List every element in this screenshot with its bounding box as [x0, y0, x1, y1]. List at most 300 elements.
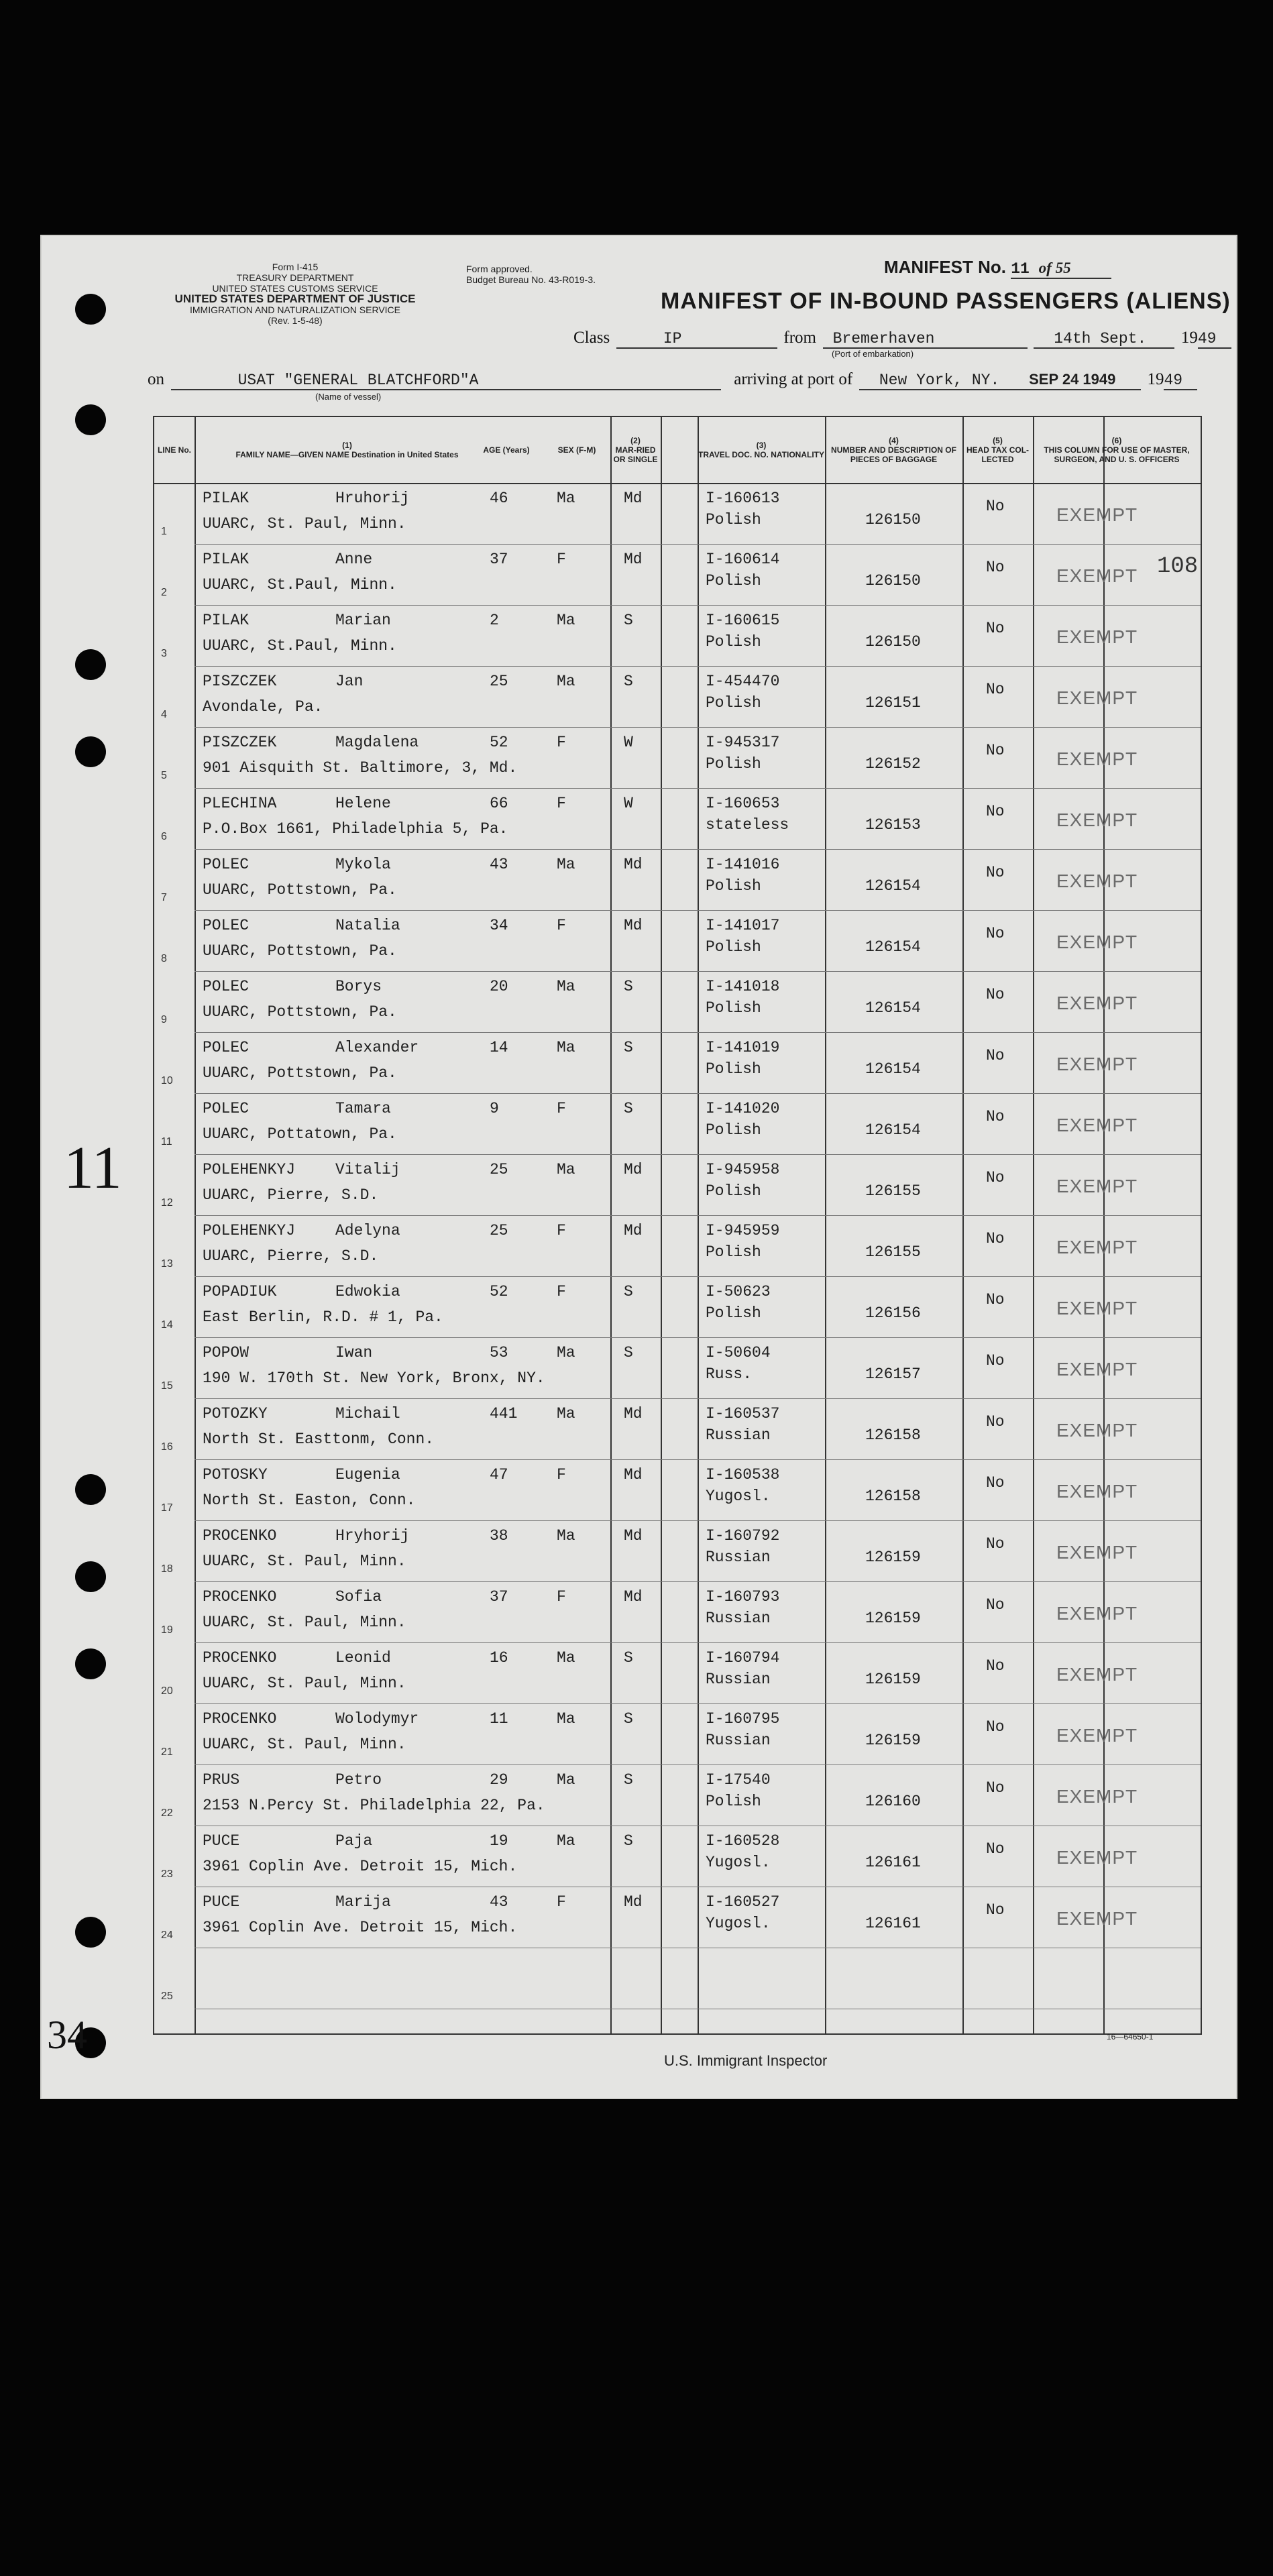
cell-given: Petro [335, 1771, 382, 1789]
col-head-tax-num: (5) [993, 436, 1003, 445]
cell-sex: Ma [557, 978, 575, 995]
cell-dest: UUARC, Pierre, S.D. [203, 1247, 379, 1265]
cell-given: Leonid [335, 1649, 391, 1667]
cell-dest: UUARC, St. Paul, Minn. [203, 515, 406, 533]
cell-doc: I-160537 [706, 1405, 780, 1422]
cell-sex: F [557, 1283, 566, 1300]
cell-sex: Ma [557, 1771, 575, 1789]
cell-doc: I-160795 [706, 1710, 780, 1728]
col-name-label: FAMILY NAME—GIVEN NAME Destination in United States [235, 450, 459, 459]
cell-nat: Polish [706, 755, 761, 773]
cell-age: 52 [490, 734, 508, 751]
cell-dest: UUARC, St. Paul, Minn. [203, 1553, 406, 1570]
cell-ms: Md [624, 490, 643, 507]
cell-ms: S [624, 1283, 633, 1300]
cell-doc: I-160527 [706, 1893, 780, 1911]
cell-nat: Polish [706, 633, 761, 651]
line-number: 25 [161, 1991, 173, 2002]
cell-tax: No [986, 620, 1005, 637]
cell-doc: I-160653 [706, 795, 780, 812]
line-number: 21 [161, 1746, 173, 1758]
cell-tax: No [986, 925, 1005, 942]
table-row [154, 1888, 1201, 1948]
cell-dest: UUARC, Pottstown, Pa. [203, 1003, 397, 1021]
cell-age: 14 [490, 1039, 508, 1056]
cell-bag: 126154 [865, 877, 921, 895]
cell-nat: Russian [706, 1671, 771, 1688]
cell-bag: 126156 [865, 1304, 921, 1322]
cell-age: 9 [490, 1100, 499, 1117]
cell-family: POTOSKY [203, 1466, 268, 1483]
cell-doc: I-160614 [706, 551, 780, 568]
cell-dest: UUARC, Pottstown, Pa. [203, 1064, 397, 1082]
cell-note: EXEMPT [1056, 1237, 1138, 1257]
punch-hole [75, 1917, 106, 1948]
cell-nat: Polish [706, 1121, 761, 1139]
cell-bag: 126159 [865, 1610, 921, 1627]
cell-dest: Avondale, Pa. [203, 698, 323, 716]
manifest-label: MANIFEST No. [884, 257, 1006, 277]
cell-dest: UUARC, St.Paul, Minn. [203, 576, 397, 594]
cell-note: EXEMPT [1056, 1603, 1138, 1624]
col-name-num: (1) [342, 441, 352, 450]
col-line-no: LINE No. [158, 445, 191, 455]
cell-given: Marian [335, 612, 391, 629]
cell-given: Natalia [335, 917, 400, 934]
cell-tax: No [986, 1230, 1005, 1247]
cell-age: 11 [490, 1710, 508, 1728]
punch-hole [75, 404, 106, 435]
cell-tax: No [986, 1840, 1005, 1858]
cell-note: EXEMPT [1056, 871, 1138, 891]
cell-bag: 126161 [865, 1854, 921, 1871]
cell-sex: F [557, 551, 566, 568]
class-line [573, 329, 1231, 349]
cell-ms: Md [624, 1893, 643, 1911]
departure-date: 14th Sept. [1034, 330, 1174, 349]
cell-sex: Ma [557, 1710, 575, 1728]
ins-label: IMMIGRATION AND NATURALIZATION SERVICE [190, 304, 400, 315]
cell-ms: S [624, 1649, 633, 1667]
cell-family: PROCENKO [203, 1527, 277, 1545]
line-number: 4 [161, 709, 167, 720]
line-number: 6 [161, 831, 167, 842]
cell-given: Iwan [335, 1344, 373, 1361]
budget-bureau-label: Budget Bureau No. 43-R019-3. [466, 274, 596, 285]
table-row [154, 1644, 1201, 1704]
cell-family: POPOW [203, 1344, 250, 1361]
cell-family: PROCENKO [203, 1649, 277, 1667]
cell-note: EXEMPT [1056, 932, 1138, 952]
cell-family: PLECHINA [203, 795, 277, 812]
col-name [195, 417, 500, 483]
cell-age: 20 [490, 978, 508, 995]
line-number: 14 [161, 1319, 173, 1331]
cell-given: Borys [335, 978, 382, 995]
cell-tax: No [986, 1047, 1005, 1064]
cell-bag: 126159 [865, 1732, 921, 1749]
cell-tax: No [986, 986, 1005, 1003]
table-row [154, 728, 1201, 789]
cell-family: POLEC [203, 1100, 250, 1117]
cell-tax: No [986, 742, 1005, 759]
col-married [610, 417, 661, 483]
cell-sex: F [557, 1100, 566, 1117]
arrival-port: New York, NY. [879, 372, 1000, 389]
cell-family: POPADIUK [203, 1283, 277, 1300]
table-row [154, 1705, 1201, 1765]
cell-nat: Polish [706, 1304, 761, 1322]
cell-tax: No [986, 803, 1005, 820]
cell-sex: Ma [557, 856, 575, 873]
manifest-handwritten: of 55 [1038, 260, 1071, 276]
col-married-num: (2) [630, 436, 641, 445]
cell-bag: 126154 [865, 938, 921, 956]
col-travel-doc-num: (3) [756, 441, 767, 450]
punch-hole [75, 294, 106, 325]
cell-age: 43 [490, 856, 508, 873]
cell-ms: S [624, 1100, 633, 1117]
cell-family: PUCE [203, 1893, 240, 1911]
table-row [154, 484, 1201, 545]
cell-given: Marija [335, 1893, 391, 1911]
cell-sex: Ma [557, 1039, 575, 1056]
cell-age: 47 [490, 1466, 508, 1483]
cell-nat: Yugosl. [706, 1915, 771, 1932]
line-number: 17 [161, 1502, 173, 1514]
cell-bag: 126159 [865, 1671, 921, 1688]
col-head-tax [962, 417, 1033, 483]
year-prefix: 19 [1180, 329, 1198, 347]
cell-sex: F [557, 917, 566, 934]
line-number: 10 [161, 1075, 173, 1086]
cell-nat: Russian [706, 1610, 771, 1627]
line-number: 18 [161, 1563, 173, 1575]
col-married-label: MAR-RIED OR SINGLE [613, 445, 658, 464]
cell-dest: UUARC, Pottstown, Pa. [203, 942, 397, 960]
cell-nat: Polish [706, 1793, 761, 1810]
cell-given: Anne [335, 551, 373, 568]
line-number: 19 [161, 1624, 173, 1636]
cell-doc: I-160528 [706, 1832, 780, 1850]
cell-note: EXEMPT [1056, 687, 1138, 708]
cell-given: Helene [335, 795, 391, 812]
cell-note: EXEMPT [1056, 1298, 1138, 1319]
line-number: 13 [161, 1258, 173, 1270]
cell-age: 34 [490, 917, 508, 934]
table-row [154, 1766, 1201, 1826]
cell-ms: Md [624, 1527, 643, 1545]
cell-age: 37 [490, 1588, 508, 1606]
cell-nat: Polish [706, 877, 761, 895]
cell-dest: UUARC, St. Paul, Minn. [203, 1675, 406, 1692]
cell-family: PUCE [203, 1832, 240, 1850]
vessel-name: USAT "GENERAL BLATCHFORD"A [171, 372, 721, 390]
table-row [154, 667, 1201, 728]
cell-tax: No [986, 1535, 1005, 1553]
table-row [154, 545, 1201, 606]
cell-tax: No [986, 864, 1005, 881]
cell-family: PISZCZEK [203, 673, 277, 690]
cell-note: EXEMPT [1056, 1176, 1138, 1196]
cell-family: PILAK [203, 551, 250, 568]
cell-given: Eugenia [335, 1466, 400, 1483]
cell-family: POLEC [203, 856, 250, 873]
line-number: 8 [161, 953, 167, 964]
cell-bag: 126150 [865, 511, 921, 528]
margin-handwritten-11: 11 [64, 1135, 122, 1201]
cell-nat: Polish [706, 1060, 761, 1078]
col-head-tax-label: HEAD TAX COL-LECTED [966, 445, 1030, 464]
cell-nat: Polish [706, 1243, 761, 1261]
cell-note: EXEMPT [1056, 748, 1138, 769]
cell-bag: 126161 [865, 1915, 921, 1932]
table-row [154, 1949, 1201, 2009]
cell-bag: 126152 [865, 755, 921, 773]
cell-bag: 126157 [865, 1365, 921, 1383]
vessel-line [148, 370, 1197, 390]
cell-ms: S [624, 612, 633, 629]
cell-bag: 126159 [865, 1549, 921, 1566]
margin-handwritten-34: 34 [47, 2013, 87, 2057]
cell-bag: 126153 [865, 816, 921, 834]
cell-doc: I-160794 [706, 1649, 780, 1667]
cell-dest: East Berlin, R.D. # 1, Pa. [203, 1308, 443, 1326]
table-row [154, 1522, 1201, 1582]
on-label: on [148, 370, 164, 388]
from-port: Bremerhaven [823, 330, 1028, 349]
cell-sex: Ma [557, 1832, 575, 1850]
table-row [154, 1827, 1201, 1887]
col-officers [1033, 417, 1201, 483]
cell-dest: North St. Easttonm, Conn. [203, 1431, 435, 1448]
cell-note: EXEMPT [1056, 1908, 1138, 1929]
customs-label: UNITED STATES CUSTOMS SERVICE [212, 283, 378, 294]
cell-note: EXEMPT [1056, 1847, 1138, 1868]
approval-block [466, 264, 596, 285]
form-code: 16—64650-1 [1107, 2032, 1154, 2041]
cell-tax: No [986, 1718, 1005, 1736]
cell-doc: I-141017 [706, 917, 780, 934]
cell-ms: S [624, 1710, 633, 1728]
from-label: from [783, 329, 817, 347]
cell-dest: North St. Easton, Conn. [203, 1492, 416, 1509]
table-row [154, 850, 1201, 911]
cell-dest: UUARC, St. Paul, Minn. [203, 1736, 406, 1753]
arrival-year: 49 [1164, 372, 1197, 390]
cell-nat: stateless [706, 816, 789, 834]
cell-bag: 126150 [865, 572, 921, 590]
cell-family: POLEHENKYJ [203, 1161, 296, 1178]
line-number: 7 [161, 892, 167, 903]
cell-ms: Md [624, 917, 643, 934]
cell-bag: 126160 [865, 1793, 921, 1810]
punch-hole [75, 736, 106, 767]
cell-age: 29 [490, 1771, 508, 1789]
cell-given: Magdalena [335, 734, 419, 751]
revision-label: (Rev. 1-5-48) [268, 315, 323, 326]
col-baggage-label: NUMBER AND DESCRIPTION OF PIECES OF BAGGAGE [831, 445, 956, 464]
cell-doc: I-141019 [706, 1039, 780, 1056]
cell-tax: No [986, 1657, 1005, 1675]
class-value: IP [616, 330, 777, 349]
vessel-name-label: (Name of vessel) [315, 392, 382, 402]
cell-family: POLEC [203, 1039, 250, 1056]
cell-sex: F [557, 734, 566, 751]
cell-given: Paja [335, 1832, 373, 1850]
table-row [154, 1339, 1201, 1399]
table-row [154, 606, 1201, 667]
cell-age: 25 [490, 1222, 508, 1239]
cell-dest: UUARC, Pottatown, Pa. [203, 1125, 397, 1143]
form-agency-block [154, 262, 436, 326]
cell-dest: 3961 Coplin Ave. Detroit 15, Mich. [203, 1919, 518, 1936]
cell-family: PILAK [203, 612, 250, 629]
cell-sex: F [557, 1893, 566, 1911]
cell-tax: No [986, 1169, 1005, 1186]
cell-tax: No [986, 559, 1005, 576]
cell-sex: F [557, 1466, 566, 1483]
cell-note: EXEMPT [1056, 1542, 1138, 1563]
arrival-port-field [859, 371, 1141, 390]
line-number: 1 [161, 526, 167, 537]
col-sex: SEX (F-M) [557, 445, 596, 455]
cell-age: 66 [490, 795, 508, 812]
table-row [154, 972, 1201, 1033]
line-number: 9 [161, 1014, 167, 1025]
cell-family: PISZCZEK [203, 734, 277, 751]
cell-bag: 126154 [865, 999, 921, 1017]
cell-ms: Md [624, 1222, 643, 1239]
cell-doc: I-945958 [706, 1161, 780, 1178]
line-number: 2 [161, 587, 167, 598]
line-number: 20 [161, 1685, 173, 1697]
table-row [154, 1217, 1201, 1277]
cell-ms: Md [624, 551, 643, 568]
manifest-number [1011, 260, 1111, 279]
cell-dest: 901 Aisquith St. Baltimore, 3, Md. [203, 759, 518, 777]
cell-doc: I-160538 [706, 1466, 780, 1483]
col-officers-label: THIS COLUMN FOR USE OF MASTER, SURGEON, AND U. S. OFFICERS [1044, 445, 1190, 464]
cell-nat: Russ. [706, 1365, 753, 1383]
cell-given: Adelyna [335, 1222, 400, 1239]
class-label: Class [573, 329, 610, 347]
cell-tax: No [986, 1779, 1005, 1797]
cell-note: EXEMPT [1056, 565, 1138, 586]
cell-given: Wolodymyr [335, 1710, 419, 1728]
manifest-number-field [884, 257, 1111, 279]
cell-ms: S [624, 673, 633, 690]
manifest-number-value: 11 [1011, 260, 1030, 278]
cell-ms: S [624, 1344, 633, 1361]
cell-family: PROCENKO [203, 1588, 277, 1606]
cell-sex: Ma [557, 1161, 575, 1178]
col-travel-doc [698, 417, 825, 483]
cell-age: 25 [490, 1161, 508, 1178]
cell-note: EXEMPT [1056, 1420, 1138, 1441]
col-baggage [825, 417, 962, 483]
cell-age: 37 [490, 551, 508, 568]
cell-bag: 126151 [865, 694, 921, 712]
line-number: 15 [161, 1380, 173, 1392]
cell-doc: I-17540 [706, 1771, 771, 1789]
cell-tax: No [986, 1474, 1005, 1492]
cell-sex: Ma [557, 612, 575, 629]
cell-note: EXEMPT [1056, 626, 1138, 647]
port-embarkation-label: (Port of embarkation) [832, 349, 914, 359]
cell-sex: F [557, 1222, 566, 1239]
cell-family: PILAK [203, 490, 250, 507]
cell-age: 19 [490, 1832, 508, 1850]
cell-nat: Russian [706, 1732, 771, 1749]
cell-sex: Ma [557, 673, 575, 690]
cell-family: PRUS [203, 1771, 240, 1789]
punch-hole [75, 1474, 106, 1505]
cell-bag: 126155 [865, 1182, 921, 1200]
line-number: 24 [161, 1929, 173, 1941]
cell-doc: I-50604 [706, 1344, 771, 1361]
cell-nat: Polish [706, 938, 761, 956]
cell-doc: I-945317 [706, 734, 780, 751]
cell-age: 43 [490, 1893, 508, 1911]
cell-doc: I-141018 [706, 978, 780, 995]
cell-note: EXEMPT [1056, 1786, 1138, 1807]
cell-nat: Polish [706, 572, 761, 590]
passenger-table [153, 416, 1202, 2035]
cell-doc: I-141020 [706, 1100, 780, 1117]
cell-age: 53 [490, 1344, 508, 1361]
cell-given: Tamara [335, 1100, 391, 1117]
cell-nat: Yugosl. [706, 1488, 771, 1505]
cell-age: 46 [490, 490, 508, 507]
cell-given: Hruhorij [335, 490, 410, 507]
cell-given: Sofia [335, 1588, 382, 1606]
cell-doc: I-945959 [706, 1222, 780, 1239]
cell-note: EXEMPT [1056, 1664, 1138, 1685]
cell-dest: P.O.Box 1661, Philadelphia 5, Pa. [203, 820, 508, 838]
cell-dest: 190 W. 170th St. New York, Bronx, NY. [203, 1369, 545, 1387]
cell-family: POLEHENKYJ [203, 1222, 296, 1239]
cell-sex: Ma [557, 1344, 575, 1361]
cell-bag: 126154 [865, 1121, 921, 1139]
table-row [154, 1400, 1201, 1460]
cell-note: EXEMPT [1056, 809, 1138, 830]
cell-doc: I-160615 [706, 612, 780, 629]
table-row [154, 911, 1201, 972]
cell-sex: F [557, 795, 566, 812]
cell-note: EXEMPT [1056, 1725, 1138, 1746]
cell-family: PROCENKO [203, 1710, 277, 1728]
arriving-label: arriving at port of [734, 370, 853, 388]
cell-tax: No [986, 1352, 1005, 1369]
cell-tax: No [986, 1108, 1005, 1125]
table-row [154, 1033, 1201, 1094]
cell-ms: S [624, 1832, 633, 1850]
departure-year: 49 [1198, 330, 1231, 349]
cell-tax: No [986, 681, 1005, 698]
cell-tax: No [986, 1901, 1005, 1919]
col-baggage-num: (4) [889, 436, 899, 445]
cell-nat: Russian [706, 1426, 771, 1444]
table-row [154, 789, 1201, 850]
table-row [154, 1278, 1201, 1338]
line-number: 23 [161, 1868, 173, 1880]
cell-nat: Polish [706, 999, 761, 1017]
cell-age: 2 [490, 612, 499, 629]
cell-sex: Ma [557, 1405, 575, 1422]
cell-dest: UUARC, St. Paul, Minn. [203, 1614, 406, 1631]
col-travel-doc-label: TRAVEL DOC. NO. NATIONALITY [698, 450, 824, 459]
